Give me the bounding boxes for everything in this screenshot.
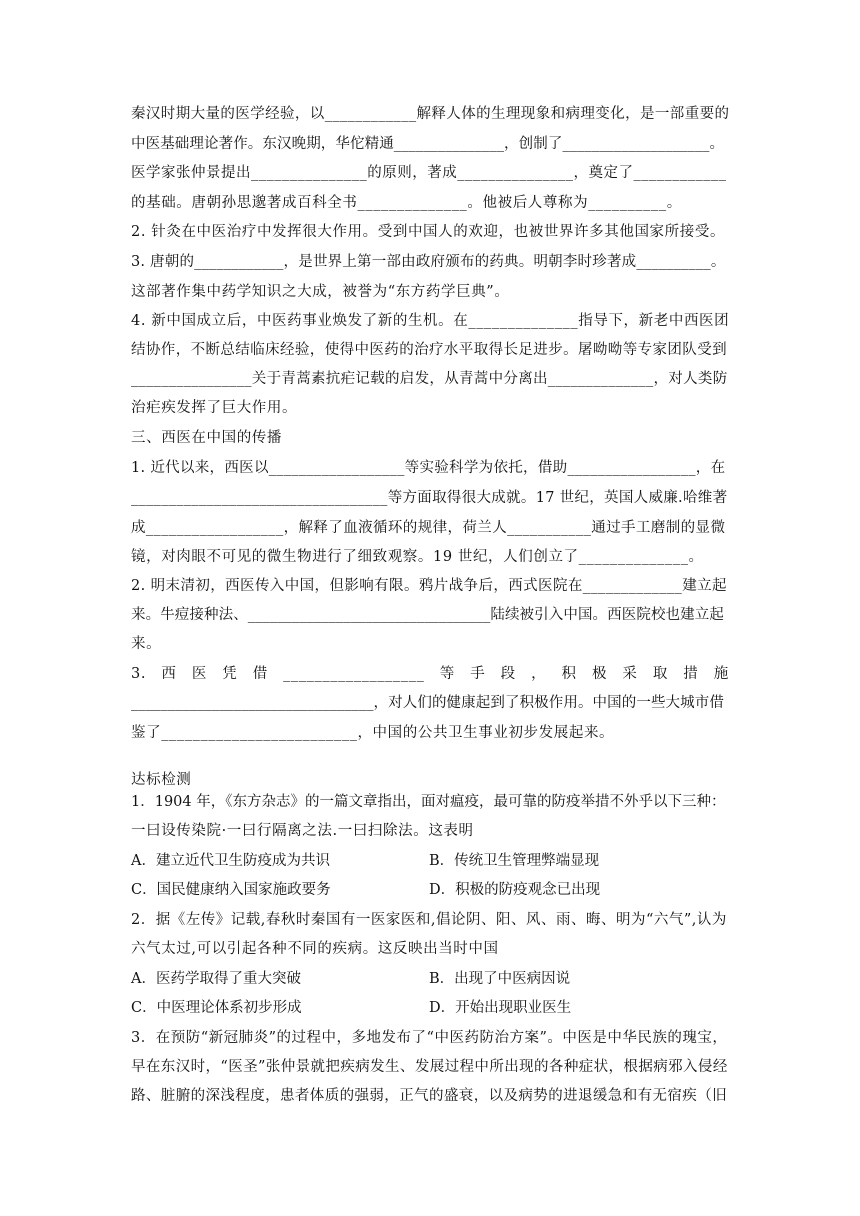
text-line: 鉴了_________________________，中国的公共卫生事业初步发展起来。 (131, 725, 615, 741)
question-line: 3．在预防“新冠肺炎”的过程中，多地发布了“中医药防治方案”。中医是中华民族的瑰宝， (131, 1030, 728, 1046)
text-line: 秦汉时期大量的医学经验，以____________解释人体的生理现象和病理变化，是一部重要的 (131, 106, 730, 122)
word: 西 (161, 666, 177, 682)
text-line: 2. 针灸在中医治疗中发挥很大作用。受到中国人的欢迎，也被世界许多其他国家所接受。 (131, 224, 726, 240)
option-a: A．建立近代卫生防疫成为共识 (131, 853, 330, 869)
option-c: C．中医理论体系初步形成 (131, 1000, 302, 1016)
word: 3. (131, 666, 147, 682)
word: 采 (622, 666, 638, 682)
text-line: __________________________________等方面取得很大成就。17 世纪，英国人威廉.哈维著 (131, 490, 728, 506)
word: 取 (652, 666, 668, 682)
text-line: _________________________________，对人们的健康起到了积极作用。中国的一些大城市借 (131, 695, 724, 711)
question-line: 1．1904 年，《东方杂志》的一篇文章指出，面对瘟疫，最可靠的防疫举措不外乎以下三种： (131, 794, 726, 810)
question-line: 路、脏腑的深浅程度，患者体质的强弱，正气的盛衰，以及病势的进退缓急和有无宿疾（旧 (131, 1088, 727, 1104)
option-d: D．积极的防疫观念已出现 (429, 882, 601, 898)
word: 手 (470, 666, 486, 682)
section-heading: 三、西医在中国的传播 (131, 430, 282, 446)
text-line: 这部著作集中药学知识之大成，被誉为“东方药学巨典”。 (131, 284, 510, 300)
text-line: 治疟疾发挥了巨大作用。 (131, 400, 298, 416)
text-line: ________________关于青蒿素抗疟记载的启发，从青蒿中分离出______________，对人类防 (131, 371, 728, 387)
question-line: 六气太过,可以引起各种不同的疾病。这反映出当时中国 (131, 941, 499, 957)
word: 积 (561, 666, 577, 682)
word: 等 (439, 666, 455, 682)
text-line: 来。牛痘接种法、_________________________________陆续被引入中国。西医院校也建立起 (131, 607, 724, 623)
word: 极 (591, 666, 608, 682)
word: 措 (683, 666, 699, 682)
question-line: 一曰设传染院·一曰行隔离之法.一曰扫除法。这表明 (131, 823, 474, 839)
word: 施 (713, 666, 729, 682)
text-line: 2. 明末清初，西医传入中国，但影响有限。鸦片战争后，西式医院在_____________建立起 (131, 578, 727, 594)
word: 凭 (222, 666, 238, 682)
text-line: 镜，对肉眼不可见的微生物进行了细致观察。19 世纪，人们创立了______________。 (131, 549, 704, 565)
text-line: 医学家张仲景提出_______________的原则，著成_______________，奠定了____________ (131, 165, 727, 181)
option-b: B．出现了中医病因说 (429, 971, 571, 987)
question-line: 2．据《左传》记载,春秋时秦国有一医家医和,倡论阴、阳、风、雨、晦、明为“六气”,认为 (131, 912, 727, 928)
word: ， (531, 666, 547, 682)
option-d: D．开始出现职业医生 (429, 1000, 572, 1016)
option-c: C．国民健康纳入国家施政要务 (131, 882, 331, 898)
text-line: 成__________________，解释了血液循环的规律，荷兰人___________通过手工磨制的显微 (131, 520, 726, 536)
justified-line (131, 664, 729, 684)
word: 借 (252, 666, 268, 682)
text-line: 来。 (131, 636, 162, 652)
text-line: 中医基础理论著作。东汉晚期，华佗精通_______________，创制了____________________。 (131, 136, 725, 152)
question-line: 早在东汉时，“医圣”张仲景就把疾病发生、发展过程中所出现的各种症状，根据病邪入侵经 (131, 1059, 728, 1075)
section-heading: 达标检测 (131, 772, 192, 788)
word: 医 (191, 666, 207, 682)
text-line: 的基础。唐朝孙思邈著成百科全书______________。他被后人尊称为__________。 (131, 195, 682, 211)
option-a: A．医药学取得了重大突破 (131, 971, 301, 987)
text-line: 1. 近代以来，西医以__________________等实验科学为依托，借助_________________，在 (131, 460, 726, 476)
word: 段 (500, 666, 516, 682)
blank: __________________ (283, 666, 425, 682)
text-line: 4. 新中国成立后，中医药事业焕发了新的生机。在______________指导下，新老中西医团 (131, 313, 730, 329)
text-line: 3. 唐朝的____________，是世界上第一部由政府颁布的药典。明朝李时珍著成__________。 (131, 254, 726, 270)
text-line: 结协作，不断总结临床经验，使得中医药的治疗水平取得长足进步。屠呦呦等专家团队受到 (131, 342, 727, 358)
option-b: B．传统卫生管理弊端显现 (429, 853, 600, 869)
